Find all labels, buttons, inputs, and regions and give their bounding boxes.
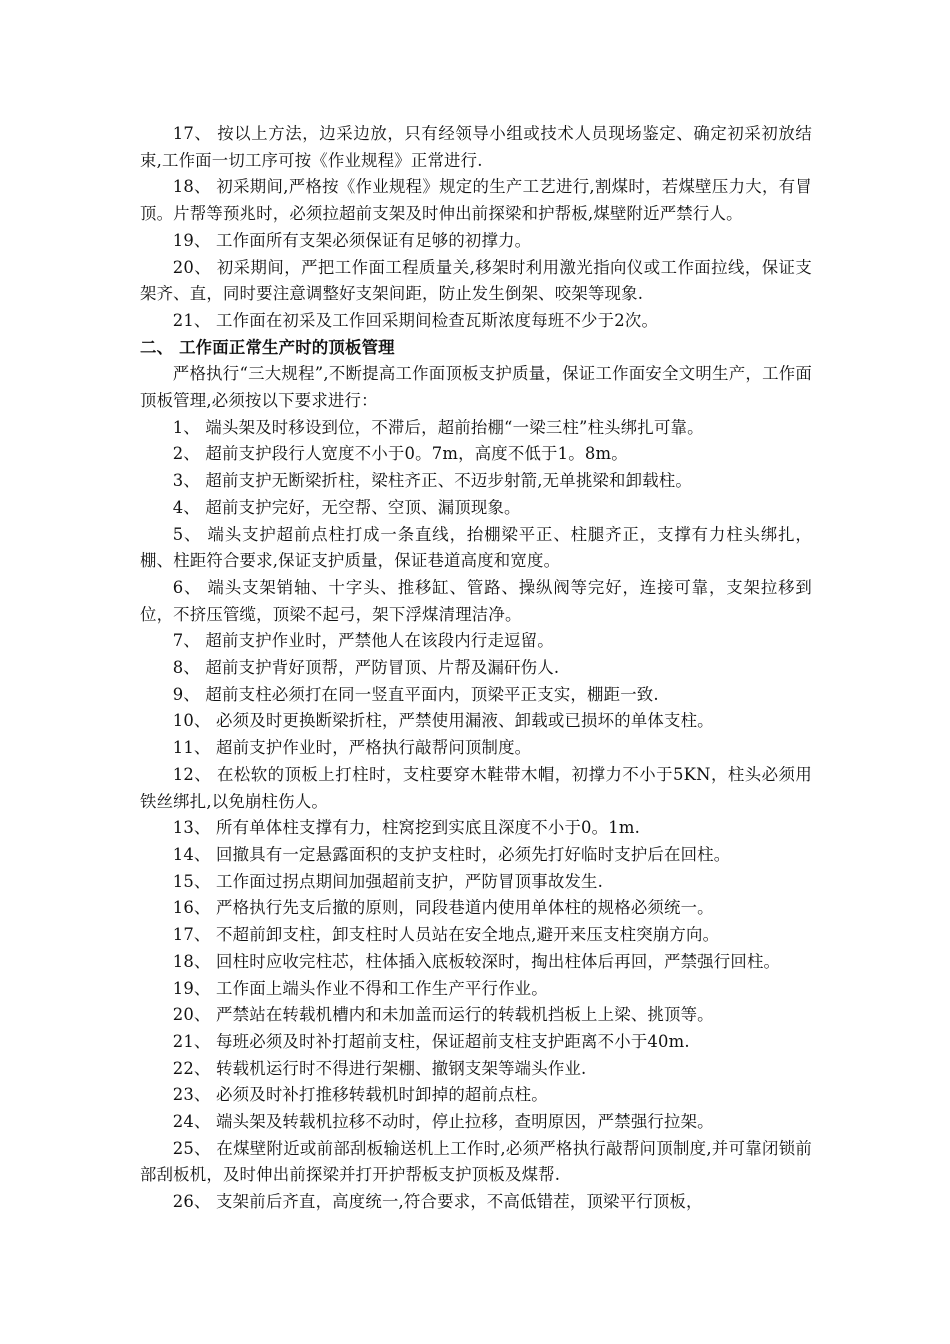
list-item: 9、 超前支柱必须打在同一竖直平面内，顶梁平正支实，棚距一致. [172, 684, 659, 704]
list-item: 25、 在煤壁附近或前部刮板输送机上工作时,必须严格执行敲帮问顶制度,并可靠闭锁前部刮板机，及时伸出前探梁并打开护帮板支护顶板及煤帮. [140, 1138, 812, 1185]
paragraph-21: 21、 工作面在初采及工作回采期间检查瓦斯浓度每班不少于2次。 [172, 310, 659, 330]
list-item: 3、 超前支护无断梁折柱，梁柱齐正、不迈步射箭,无单挑梁和卸载柱。 [172, 471, 692, 491]
list-item: 5、 端头支护超前点柱打成一条直线，抬棚梁平正、柱腿齐正，支撑有力柱头绑扎，棚、柱距符合要求,保证支护质量，保证巷道高度和宽度。 [140, 524, 812, 571]
document-body [140, 121, 812, 1216]
list-item: 20、 严禁站在转载机槽内和未加盖而运行的转载机挡板上上梁、挑顶等。 [172, 1005, 714, 1025]
section-heading: 二、 工作面正常生产时的顶板管理 [140, 337, 395, 357]
paragraph-20: 20、 初采期间，严把工作面工程质量关,移架时利用激光指向仪或工作面拉线，保证支架齐、直，同时要注意调整好支架间距，防止发生倒架、咬架等现象. [140, 257, 812, 304]
list-item: 26、 支架前后齐直，高度统一,符合要求，不高低错茬，顶梁平行顶板， [172, 1192, 703, 1212]
section-intro: 严格执行“三大规程”,不断提高工作面顶板支护质量，保证工作面安全文明生产，工作面顶板管理,必须按以下要求进行： [140, 364, 812, 411]
list-item: 23、 必须及时补打推移转载机时卸掉的超前点柱。 [172, 1085, 548, 1105]
list-item: 11、 超前支护作业时，严格执行敲帮问顶制度。 [172, 738, 532, 758]
list-item: 16、 严格执行先支后撤的原则，同段巷道内使用单体柱的规格必须统一。 [172, 898, 714, 918]
list-item: 14、 回撤具有一定悬露面积的支护支柱时，必须先打好临时支护后在回柱。 [172, 844, 731, 864]
list-item: 12、 在松软的顶板上打柱时，支柱要穿木鞋带木帽，初撑力不小于5KN，柱头必须用铁丝绑扎,以免崩柱伤人。 [140, 764, 812, 811]
list-item: 4、 超前支护完好，无空帮、空顶、漏顶现象。 [172, 497, 521, 517]
list-item: 7、 超前支护作业时，严禁他人在该段内行走逗留。 [172, 631, 554, 651]
list-item: 10、 必须及时更换断梁折柱，严禁使用漏液、卸载或已损坏的单体支柱。 [172, 711, 714, 731]
list-item: 24、 端头架及转载机拉移不动时，停止拉移，查明原因，严禁强行拉架。 [172, 1112, 714, 1132]
list-item: 21、 每班必须及时补打超前支柱，保证超前支柱支护距离不小于40m. [172, 1031, 690, 1051]
list-item: 13、 所有单体柱支撑有力，柱窝挖到实底且深度不小于0。1m. [172, 818, 641, 838]
list-item: 18、 回柱时应收完柱芯，柱体插入底板较深时，掏出柱体后再回，严禁强行回柱。 [172, 951, 781, 971]
paragraph-18: 18、 初采期间,严格按《作业规程》规定的生产工艺进行,割煤时，若煤壁压力大，有冒顶。片帮等预兆时，必须拉超前支架及时伸出前探梁和护帮板,煤壁附近严禁行人。 [140, 177, 812, 224]
list-item: 1、 端头架及时移设到位，不滞后，超前抬棚“一梁三柱”柱头绑扎可靠。 [172, 417, 704, 437]
list-item: 2、 超前支护段行人宽度不小于0。7m，高度不低于1。8m。 [172, 444, 628, 464]
list-item: 22、 转载机运行时不得进行架棚、撤钢支架等端头作业. [172, 1058, 587, 1078]
list-item: 15、 工作面过拐点期间加强超前支护，严防冒顶事故发生. [172, 871, 604, 891]
list-item: 8、 超前支护背好顶帮，严防冒顶、片帮及漏矸伤人. [172, 658, 560, 678]
list-item: 19、 工作面上端头作业不得和工作生产平行作业。 [172, 978, 548, 998]
list-item: 6、 端头支架销轴、十字头、推移缸、管路、操纵阀等完好，连接可靠，支架拉移到位，不挤压管缆，顶梁不起弓，架下浮煤清理洁净。 [140, 577, 812, 624]
list-item: 17、 不超前卸支柱，卸支柱时人员站在安全地点,避开来压支柱突崩方向。 [172, 925, 720, 945]
paragraph-17: 17、 按以上方法，边采边放，只有经领导小组或技术人员现场鉴定、确定初采初放结束,工作面一切工序可按《作业规程》正常进行. [140, 124, 812, 170]
paragraph-19: 19、 工作面所有支架必须保证有足够的初撑力。 [172, 230, 532, 250]
